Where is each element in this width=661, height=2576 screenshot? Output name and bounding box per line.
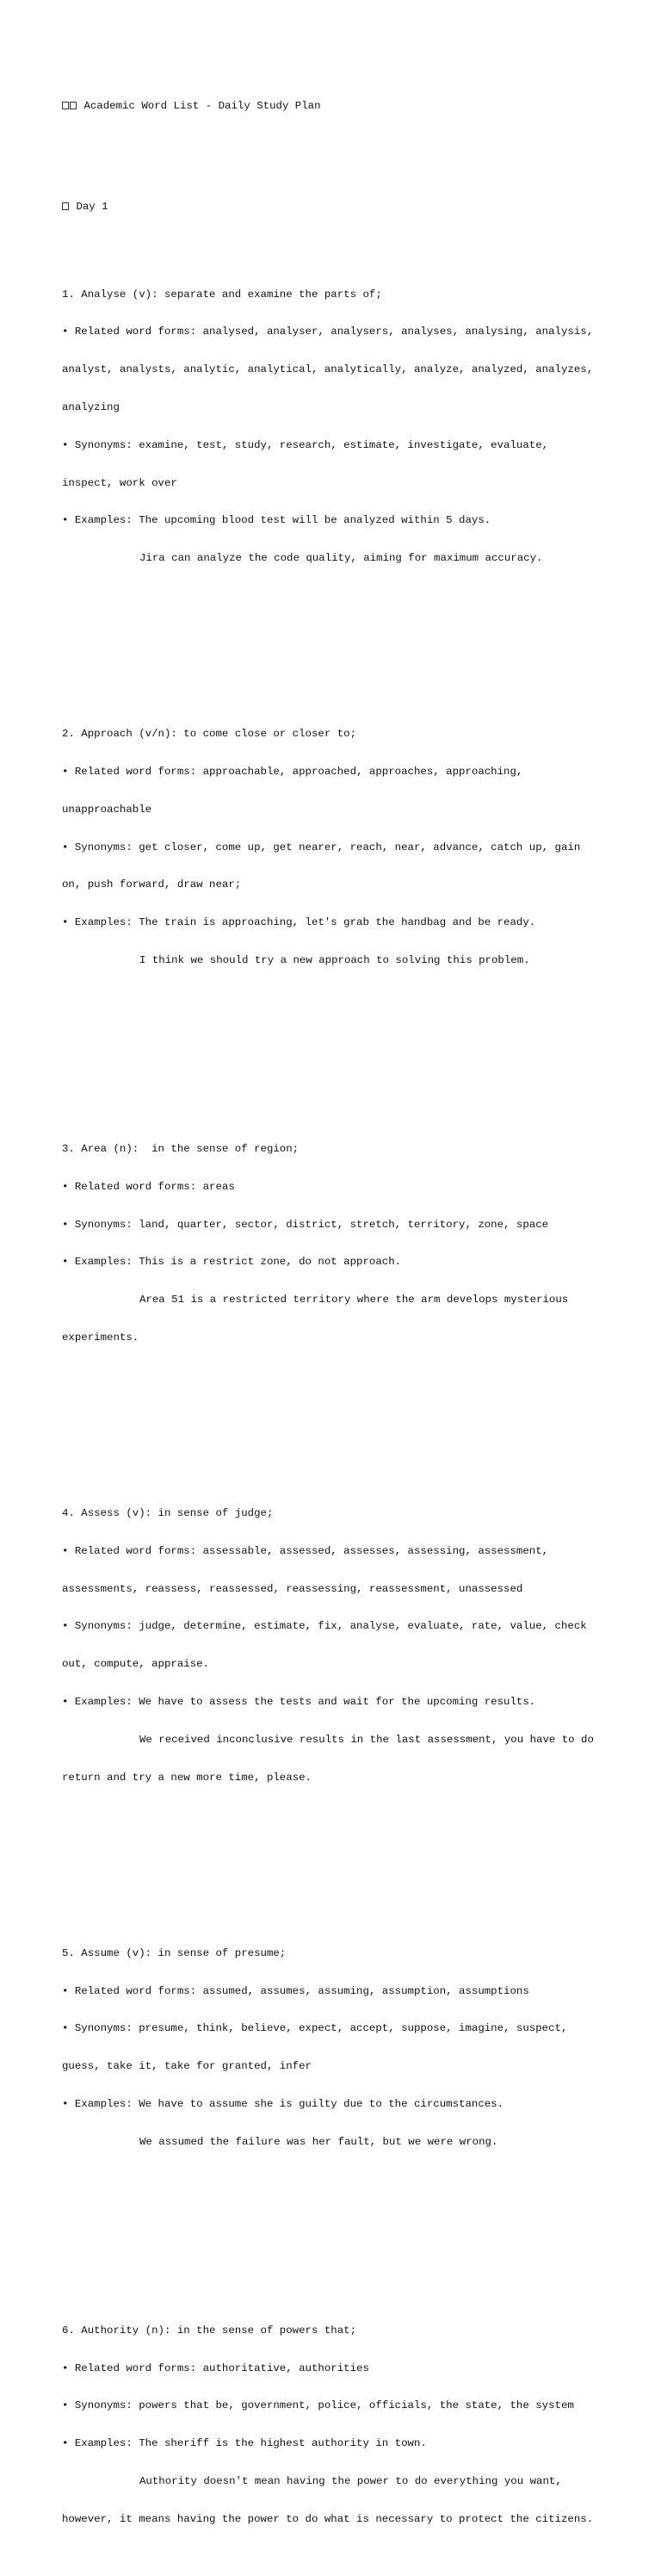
entry-area <box>62 1118 613 1369</box>
related-forms: • Related word forms: assumed, assumes, assuming, assumption, assumptions <box>62 1984 529 1997</box>
examples: We received inconclusive results in the last assessment, you have to do <box>139 1733 594 1746</box>
synonyms: on, push forward, draw near; <box>62 878 242 891</box>
box-glyph-icon <box>62 102 69 109</box>
examples: however, it means having the power to do what is necessary to protect the citizens. <box>62 2512 594 2525</box>
examples: experiments. <box>62 1331 139 1344</box>
synonyms: • Synonyms: powers that be, government, police, officials, the state, the system <box>62 2399 574 2412</box>
document-page <box>62 62 613 2576</box>
document-title-line <box>62 100 613 113</box>
entry-assess <box>62 1482 613 1809</box>
synonyms: • Synonyms: judge, determine, estimate, fix, analyse, evaluate, rate, value, check <box>62 1620 587 1633</box>
examples: Authority doesn't mean having the power to do everything you want, <box>139 2474 562 2487</box>
related-forms: unapproachable <box>62 803 152 816</box>
synonyms: • Synonyms: examine, test, study, research, estimate, investigate, evaluate, <box>62 438 549 451</box>
synonyms: out, compute, appraise. <box>62 1658 210 1671</box>
synonyms: • Synonyms: presume, think, believe, expect, accept, suppose, imagine, suspect, <box>62 2022 568 2035</box>
entry-heading: 2. Approach (v/n): to come close or closer to; <box>62 728 357 741</box>
entry-heading: 6. Authority (n): in the sense of powers that; <box>62 2324 357 2337</box>
related-forms: • Related word forms: assessable, assessed, assesses, assessing, assessment, <box>62 1544 549 1557</box>
examples: • Examples: The train is approaching, let's grab the handbag and be ready. <box>62 916 536 929</box>
examples: • Examples: We have to assess the tests and wait for the upcoming results. <box>62 1696 536 1709</box>
examples: We assumed the failure was her fault, but we were wrong. <box>139 2135 498 2148</box>
examples: • Examples: The sheriff is the highest authority in town. <box>62 2437 427 2450</box>
related-forms: analyzing <box>62 401 120 414</box>
synonyms: • Synonyms: land, quarter, sector, district, stretch, territory, zone, space <box>62 1218 549 1231</box>
box-glyph-icon <box>70 102 77 109</box>
related-forms: analyst, analysts, analytic, analytical, analytically, analyze, analyzed, analyzes, <box>62 363 594 376</box>
examples: I think we should try a new approach to solving this problem. <box>139 953 530 966</box>
examples: Jira can analyze the code quality, aiming for maximum accuracy. <box>139 552 543 565</box>
examples: return and try a new more time, please. <box>62 1771 312 1784</box>
examples: • Examples: This is a restrict zone, do not approach. <box>62 1256 402 1269</box>
entry-analyse <box>62 264 613 590</box>
examples: • Examples: We have to assume she is guilty due to the circumstances. <box>62 2097 504 2110</box>
related-forms: • Related word forms: analysed, analyser, analysers, analyses, analysing, analysis, <box>62 326 594 338</box>
related-forms: • Related word forms: authoritative, authorities <box>62 2362 369 2374</box>
synonyms: guess, take it, take for granted, infer <box>62 2060 312 2073</box>
related-forms: assessments, reassess, reassessed, reassessing, reassessment, unassessed <box>62 1582 523 1595</box>
synonyms: • Synonyms: get closer, come up, get nearer, reach, near, advance, catch up, gain <box>62 841 581 853</box>
entry-heading: 1. Analyse (v): separate and examine the parts of; <box>62 288 382 301</box>
entry-authority <box>62 2300 613 2551</box>
related-forms: • Related word forms: areas <box>62 1180 235 1193</box>
day-heading: Day 1 <box>76 200 108 213</box>
entry-heading: 3. Area (n): in the sense of region; <box>62 1143 300 1156</box>
entry-assume <box>62 1922 613 2174</box>
box-glyph-icon <box>62 202 69 210</box>
entry-heading: 4. Assess (v): in sense of judge; <box>62 1507 274 1520</box>
entry-approach <box>62 703 613 992</box>
document-title: Academic Word List - Daily Study Plan <box>83 99 321 112</box>
examples: • Examples: The upcoming blood test will be analyzed within 5 days. <box>62 514 491 527</box>
examples: Area 51 is a restricted territory where the arm develops mysterious <box>139 1294 569 1307</box>
synonyms: inspect, work over <box>62 476 177 489</box>
day-heading-line <box>62 201 613 214</box>
entry-heading: 5. Assume (v): in sense of presume; <box>62 1946 287 1959</box>
related-forms: • Related word forms: approachable, approached, approaches, approaching, <box>62 766 523 779</box>
